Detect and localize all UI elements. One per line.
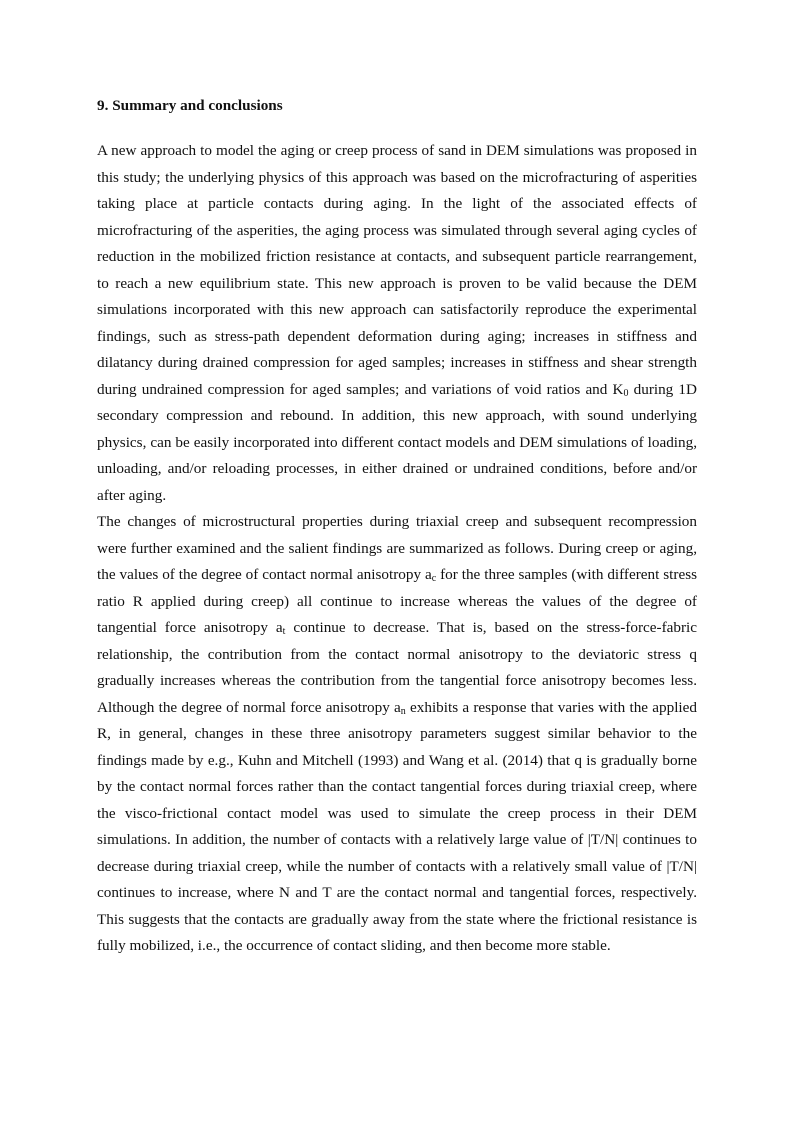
section-heading: 9. Summary and conclusions [97,97,283,114]
an-subscript: n [400,705,406,717]
paragraph-approach-text-2: during 1D secondary compression and rebound. In addition, this new approach, with sound underlying physics, can be easily incorporated into different contact models and DEM simulations of loading, unloading, and/or reloading processes, in either drained or undrained conditions, before and/or after aging. [97,380,697,504]
paragraph-microstructure-text-3: continue to decrease. That is, based on the stress-force-fabric relationship, the contribution from the contact normal anisotropy to the deviatoric stress q gradually increases whereas the contribution from the tangential force anisotropy becomes less. Although the degree of normal force anisotropy a [97,619,697,716]
paragraph-microstructure [97,509,697,960]
paragraph-microstructure-text-1: The changes of microstructural properties during triaxial creep and subsequent recompression were further examined and the salient findings are summarized as follows. During creep or aging, the values of the degree of contact normal anisotropy a [97,513,697,583]
k0-subscript: 0 [623,387,629,399]
paragraph-microstructure-text-2: for the three samples (with different stress ratio R applied during creep) all continue to increase whereas the values of the degree of tangential force anisotropy a [97,566,698,636]
ac-subscript: c [431,573,437,584]
paragraph-approach [97,138,697,509]
paragraph-microstructure-text-4: exhibits a response that varies with the applied R, in general, changes in these three anisotropy parameters suggest similar behavior to the findings made by e.g., Kuhn and Mitchell (1993) and Wang et al. (2014) that q is gradually borne by the contact normal forces rather than the contact tangential forces during triaxial creep, where the visco-frictional contact model was used to simulate the creep process in their DEM simulations. In addition, the number of contacts with a relatively large value of |T/N| continues to decrease during triaxial creep, while the number of contacts with a relatively small value of |T/N| continues to increase, where N and T are the contact normal and tangential forces, respectively. This suggests that the contacts are gradually away from the state where the frictional resistance is fully mobilized, i.e., the occurrence of contact sliding, and then become more stable. [97,698,697,954]
at-subscript: t [282,626,286,637]
document-page [97,96,697,960]
paragraph-approach-text-1: A new approach to model the aging or creep process of sand in DEM simulations was proposed in this study; the underlying physics of this approach was based on the microfracturing of asperities taking place at particle contacts during aging. In the light of the associated effects of microfracturing of the asperities, the aging process was simulated through several aging cycles of reduction in the mobilized friction resistance at contacts, and subsequent particle rearrangement, to reach a new equilibrium state. This new approach is proven to be valid because the DEM simulations incorporated with this new approach can satisfactorily reproduce the experimental findings, such as stress-path dependent deformation during aging; increases in stiffness and dilatancy during drained compression for aged samples; increases in stiffness and shear strength during undrained compression for aged samples; and variations of void ratios and K [97,142,697,398]
